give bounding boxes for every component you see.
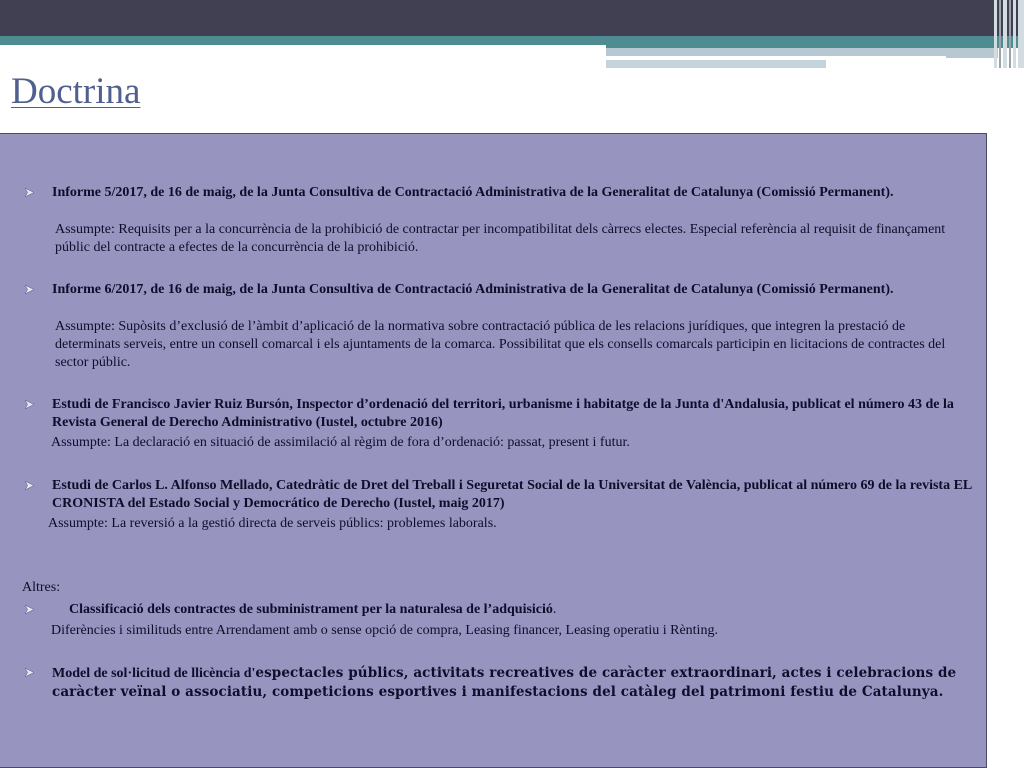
header-white-strip <box>0 45 606 52</box>
header-gray-strip-short <box>606 60 826 68</box>
arrow-bullet-icon <box>25 285 34 294</box>
header-dark-bar <box>0 0 1024 36</box>
item-heading <box>69 601 989 619</box>
item-description: Assumpte: La reversió a la gestió directa de serveis públics: problemes laborals. <box>48 516 497 531</box>
item-heading-period: . <box>552 602 557 617</box>
arrow-bullet-icon <box>25 605 34 614</box>
item-description: Assumpte: Requisits per a la concurrència de la prohibició de contractar per incompatibilitat dels càrrecs electes. Especial referència al requisit de finançament públic del contracte a efectes de la concurrència de la prohibició. <box>55 222 946 255</box>
item-description: Assumpte: La declaració en situació de assimilació al règim de fora d’ordenació: passat, present i futur. <box>51 435 630 450</box>
slide-title: Doctrina <box>11 71 141 112</box>
altres-label: Altres: <box>22 580 61 595</box>
header-white-line <box>606 56 946 58</box>
item-heading-prefix: Model de sol·licitud de llicència d' <box>52 666 256 681</box>
item-heading-rest: espectacles públics, activitats recreatives de caràcter extraordinari, actes i celebracions de caràcter veïnal o associatiu, competicions esportives i manifestacions del catàleg del patrimoni festiu de Catalunya. <box>52 665 957 700</box>
item-heading-text: Classificació dels contractes de subministrament per la naturalesa de l’adquisició <box>69 602 553 617</box>
item-heading: Estudi de Carlos L. Alfonso Mellado, Catedràtic de Dret del Treball i Seguretat Social de la Universitat de València, publicat al número 69 de la revista EL CRONISTA del Estado Social y Democrático de Derecho (Iustel, maig 2017) <box>52 478 972 511</box>
item-heading: Informe 5/2017, de 16 de maig, de la Junta Consultiva de Contractació Administrativa de la Generalitat de Catalunya (Comissió Permanent). <box>52 185 894 200</box>
item-heading: Estudi de Francisco Javier Ruiz Bursón, Inspector d’ordenació del territori, urbanisme i habitatge de la Junta d'Andalusia, publicat el número 43 de la Revista General de Derecho Administrativo (Iustel, octubre 2016) <box>52 397 954 430</box>
arrow-bullet-icon <box>25 400 34 409</box>
item-heading <box>52 664 972 702</box>
arrow-bullet-icon <box>25 188 34 197</box>
header-right-bars <box>994 0 1024 68</box>
arrow-bullet-icon <box>25 481 34 490</box>
item-description: Assumpte: Supòsits d’exclusió de l’àmbit d’aplicació de la normativa sobre contractació pública de les relacions jurídiques, que integren la prestació de determinats serveis, entre un consell comarcal i els ajuntaments de la comarca. Possibilitat que els consells comarcals participin en licitacions de contractes del sector públic. <box>55 319 946 370</box>
content-box <box>0 133 987 768</box>
arrow-bullet-icon <box>25 668 34 677</box>
item-heading: Informe 6/2017, de 16 de maig, de la Junta Consultiva de Contractació Administrativa de la Generalitat de Catalunya (Comissió Permanent). <box>52 282 894 297</box>
item-description: Diferències i similituds entre Arrendament amb o sense opció de compra, Leasing financer, Leasing operatiu i Rènting. <box>51 623 718 638</box>
